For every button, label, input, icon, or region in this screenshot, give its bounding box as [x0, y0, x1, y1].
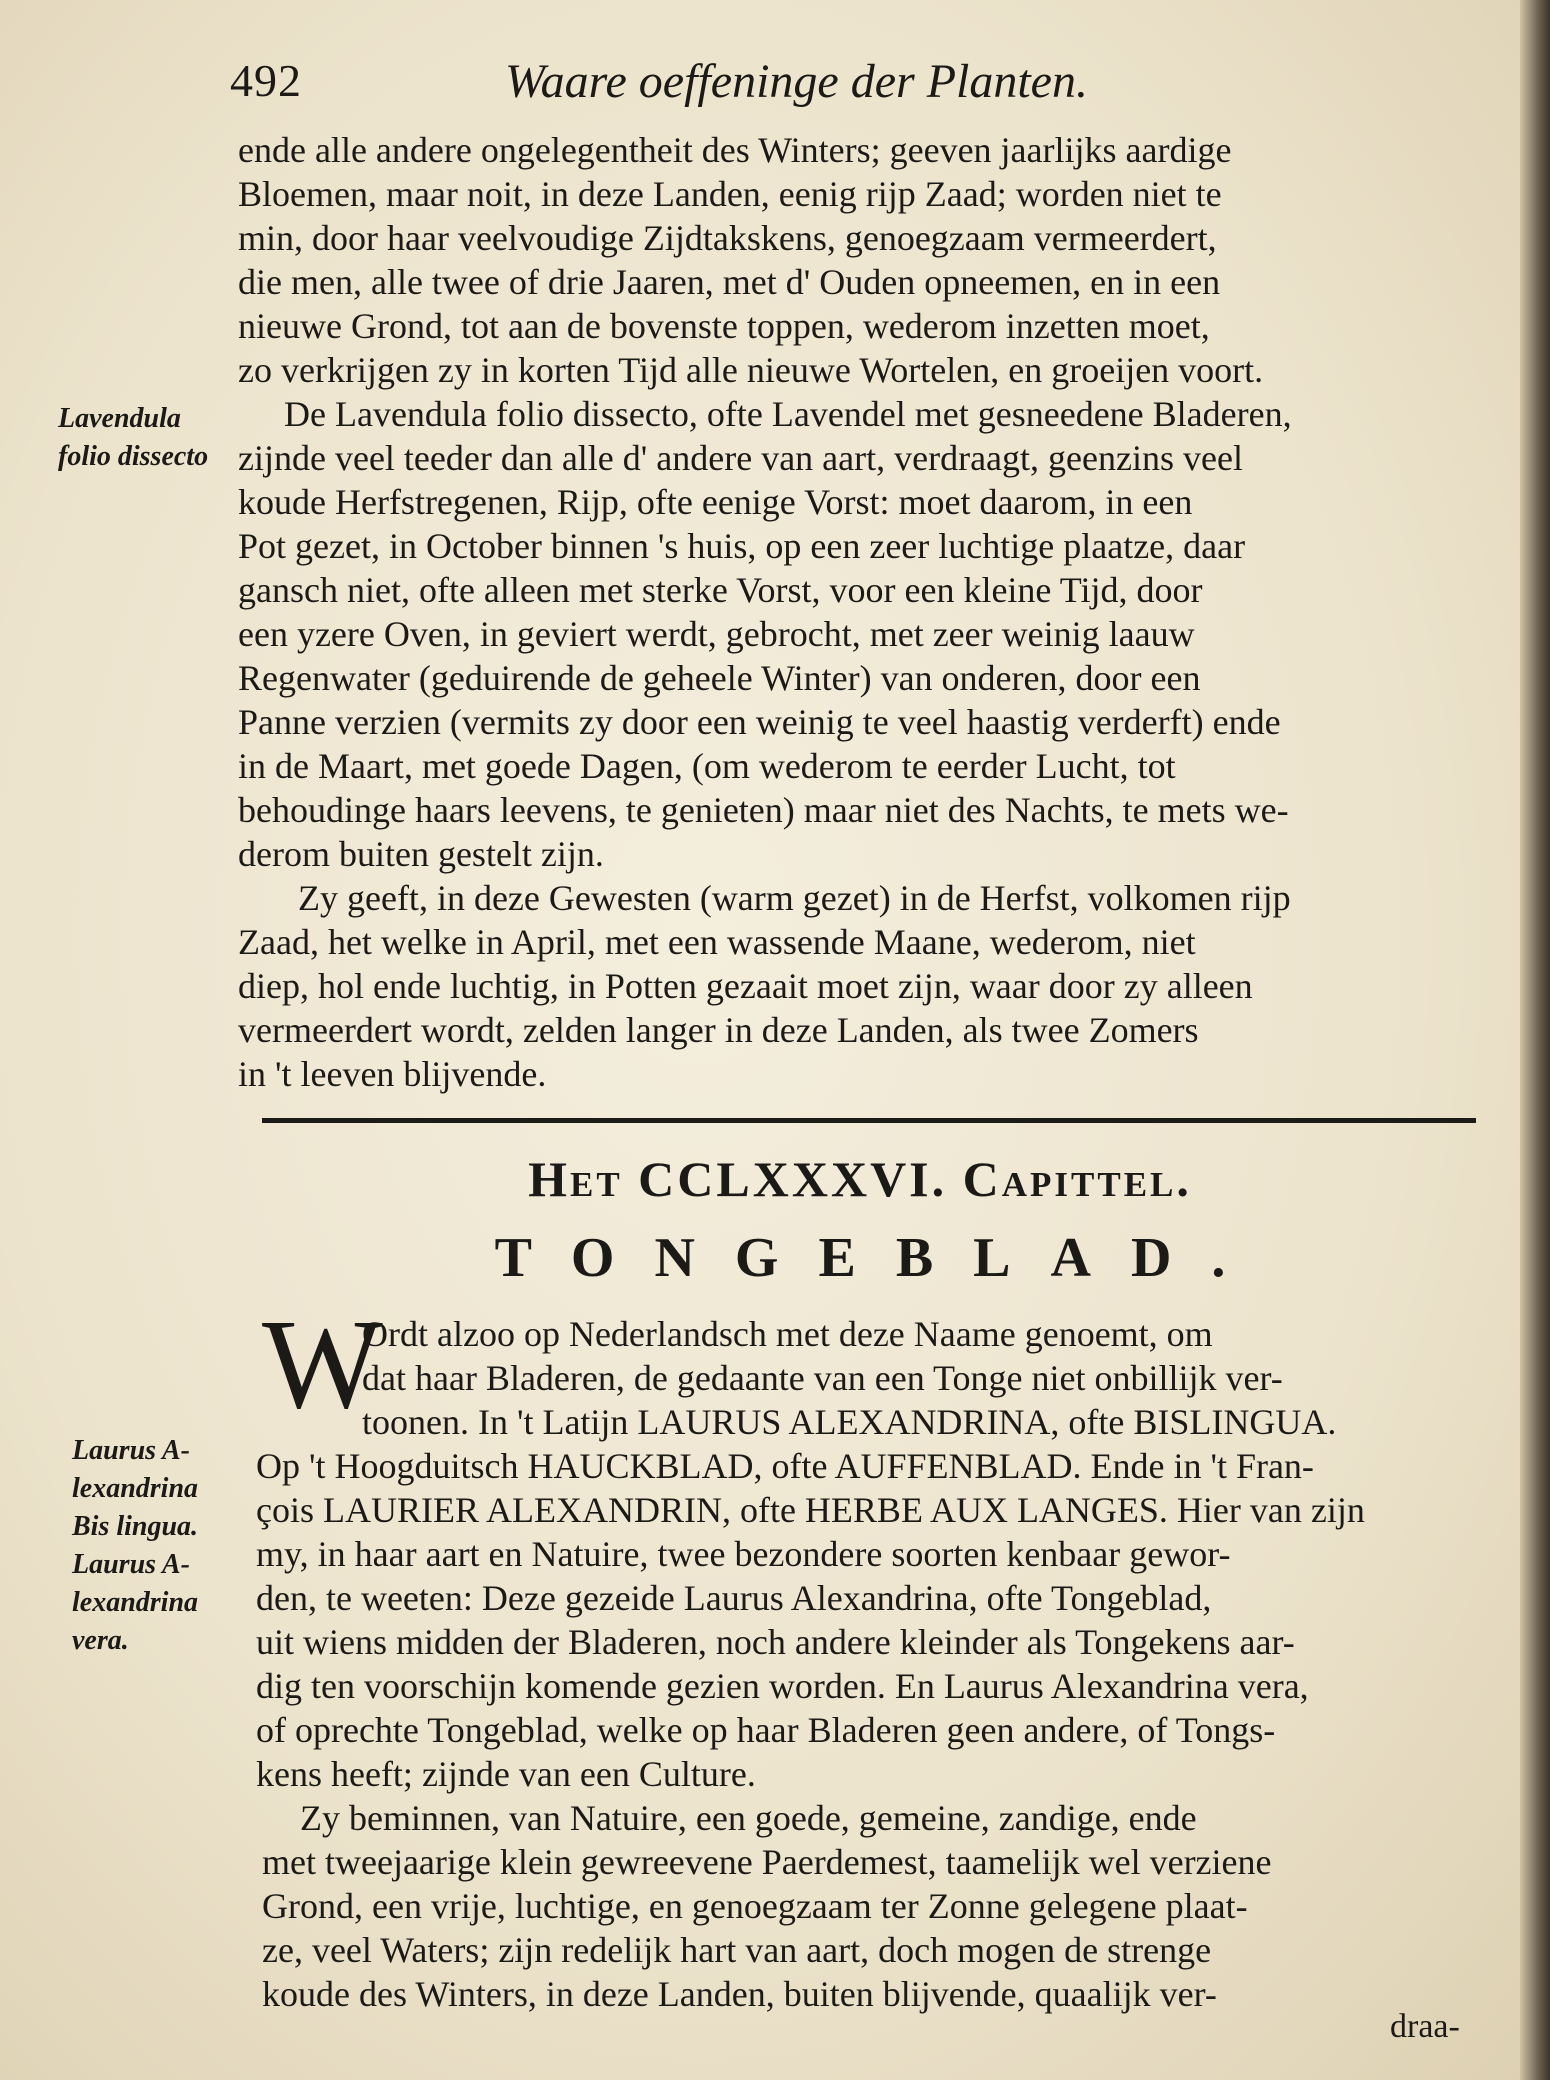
- catchword: draa-: [1390, 2008, 1460, 2045]
- text-line: Ordt alzoo op Nederlandsch met deze Naame genoemt, om: [362, 1314, 1213, 1354]
- margin-note-line: folio dissecto: [58, 441, 209, 472]
- text-line: zijnde veel teeder dan alle d' andere van aart, verdraagt, geenzins veel: [238, 438, 1243, 478]
- text-line: of oprechte Tongeblad, welke op haar Bladeren geen andere, of Tongs-: [256, 1710, 1276, 1750]
- book-spine-shadow: [1520, 0, 1550, 2080]
- margin-note-line: Laurus A-: [72, 1549, 191, 1580]
- text-line: nieuwe Grond, tot aan de bovenste toppen, wederom inzetten moet,: [238, 306, 1210, 346]
- text-line: kens heeft; zijnde van een Culture.: [256, 1754, 756, 1794]
- text-line: my, in haar aart en Natuire, twee bezondere soorten kenbaar gewor-: [256, 1534, 1231, 1574]
- margin-note-line: vera.: [72, 1625, 129, 1656]
- text-line: dat haar Bladeren, de gedaante van een Tonge niet onbillijk ver-: [362, 1358, 1283, 1398]
- text-line: vermeerdert wordt, zelden langer in deze Landen, als twee Zomers: [238, 1010, 1199, 1050]
- text-line: gansch niet, ofte alleen met sterke Vorst, voor een kleine Tijd, door: [238, 570, 1203, 610]
- text-line: Bloemen, maar noit, in deze Landen, eenig rijp Zaad; worden niet te: [238, 174, 1222, 214]
- text-line: min, door haar veelvoudige Zijdtakskens, genoegzaam vermeerdert,: [238, 218, 1217, 258]
- text-line: derom buiten gestelt zijn.: [238, 834, 604, 874]
- chapter-heading: Het CCLXXXVI. Capittel.: [528, 1151, 1192, 1207]
- text-line: behoudinge haars leevens, te genieten) maar niet des Nachts, te mets we-: [238, 790, 1289, 830]
- text-line: koude des Winters, in deze Landen, buiten blijvende, quaalijk ver-: [262, 1974, 1217, 2014]
- drop-cap: W: [262, 1293, 383, 1435]
- text-line: ze, veel Waters; zijn redelijk hart van aart, doch mogen de strenge: [262, 1930, 1212, 1970]
- text-line: uit wiens midden der Bladeren, noch andere kleinder als Tongekens aar-: [256, 1622, 1295, 1662]
- text-line: ende alle andere ongelegentheit des Winters; geeven jaarlijks aardige: [238, 130, 1232, 170]
- margin-note-line: Laurus A-: [72, 1435, 191, 1466]
- plant-title: TONGEBLAD.: [494, 1227, 1266, 1289]
- text-line: dig ten voorschijn komende gezien worden. En Laurus Alexandrina vera,: [256, 1666, 1309, 1706]
- text-line: een yzere Oven, in geviert werdt, gebrocht, met zeer weinig laauw: [238, 614, 1195, 654]
- margin-note: [72, 1432, 198, 1660]
- text-line: Zy geeft, in deze Gewesten (warm gezet) in de Herfst, volkomen rijp: [298, 878, 1291, 918]
- text-line: den, te weeten: Deze gezeide Laurus Alexandrina, ofte Tongeblad,: [256, 1578, 1212, 1618]
- text-line: die men, alle twee of drie Jaaren, met d' Ouden opneemen, en in een: [238, 262, 1221, 302]
- text-line: Zy beminnen, van Natuire, een goede, gemeine, zandige, ende: [300, 1798, 1197, 1838]
- text-line: diep, hol ende luchtig, in Potten gezaait moet zijn, waar door zy alleen: [238, 966, 1253, 1006]
- text-line: Op 't Hoogduitsch HAUCKBLAD, ofte AUFFENBLAD. Ende in 't Fran-: [256, 1446, 1314, 1486]
- margin-note-line: lexandrina: [72, 1473, 199, 1504]
- text-line: toonen. In 't Latijn LAURUS ALEXANDRINA, ofte BISLINGUA.: [362, 1402, 1337, 1442]
- text-line: zo verkrijgen zy in korten Tijd alle nieuwe Wortelen, en groeijen voort.: [238, 350, 1264, 390]
- running-title: Waare oeffeninge der Planten.: [505, 55, 1088, 108]
- margin-note-line: Lavendula: [58, 403, 181, 434]
- text-line: Grond, een vrije, luchtige, en genoegzaam ter Zonne gelegene plaat-: [262, 1886, 1248, 1926]
- section-divider: [262, 1118, 1476, 1123]
- running-head: [230, 50, 1190, 110]
- margin-note: [58, 400, 208, 476]
- margin-note-line: lexandrina: [72, 1587, 199, 1618]
- text-line: in 't leeven blijvende.: [238, 1054, 547, 1094]
- text-line: in de Maart, met goede Dagen, (om wederom te eerder Lucht, tot: [238, 746, 1176, 786]
- text-line: De Lavendula folio dissecto, ofte Lavendel met gesneedene Bladeren,: [284, 394, 1292, 434]
- text-line: Panne verzien (vermits zy door een weinig te veel haastig verderft) ende: [238, 702, 1281, 742]
- page-number: 492: [230, 55, 302, 106]
- text-line: met tweejaarige klein gewreevene Paerdemest, taamelijk wel verziene: [262, 1842, 1272, 1882]
- text-line: Regenwater (geduirende de geheele Winter) van onderen, door een: [238, 658, 1201, 698]
- text-line: çois LAURIER ALEXANDRIN, ofte HERBE AUX LANGES. Hier van zijn: [256, 1490, 1365, 1530]
- text-line: koude Herfstregenen, Rijp, ofte eenige Vorst: moet daarom, in een: [238, 482, 1193, 522]
- text-line: Pot gezet, in October binnen 's huis, op een zeer luchtige plaatze, daar: [238, 526, 1246, 566]
- margin-note-line: Bis lingua.: [72, 1511, 199, 1542]
- text-line: Zaad, het welke in April, met een wassende Maane, wederom, niet: [238, 922, 1196, 962]
